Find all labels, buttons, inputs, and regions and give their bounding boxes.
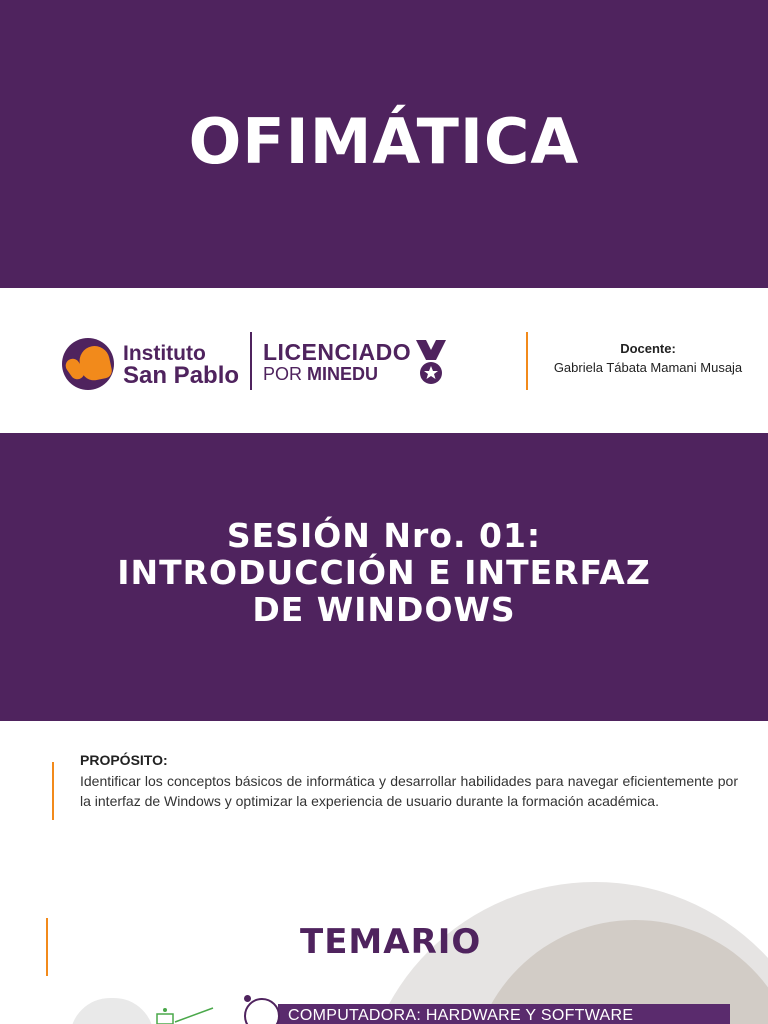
- computer-icon: [155, 1004, 215, 1024]
- institute-name-line2: San Pablo: [123, 362, 240, 389]
- licensed-label: LICENCIADO: [263, 339, 412, 365]
- syllabus-title: TEMARIO: [300, 922, 482, 962]
- syllabus-accent-bar: [46, 918, 48, 976]
- institute-name-line1: Instituto: [123, 342, 206, 365]
- institute-logo-icon: [62, 338, 114, 390]
- licensed-por: POR: [263, 364, 303, 384]
- divider-orange: [526, 332, 528, 390]
- syllabus-item-dot: [244, 995, 251, 1002]
- purpose-text: Identificar los conceptos básicos de informática y desarrollar habilidades para navegar eficientemente por la interfaz de Windows y optimizar la experiencia de usuario durante la formación académica.: [80, 773, 738, 809]
- teacher-label: Docente:: [620, 341, 676, 356]
- teacher-name: Gabriela Tábata Mamani Musaja: [553, 360, 743, 375]
- purpose-label: PROPÓSITO:: [80, 752, 168, 768]
- syllabus-item-marker: [244, 998, 280, 1024]
- medal-icon: [414, 340, 448, 386]
- session-title-line3: DE WINDOWS: [252, 590, 516, 629]
- purpose-accent-bar: [52, 762, 54, 820]
- institution-row: [0, 288, 768, 433]
- session-title: [0, 517, 768, 628]
- syllabus-item-label: COMPUTADORA: HARDWARE Y SOFTWARE: [288, 1007, 634, 1024]
- licensed-by-label: [263, 364, 378, 385]
- computer-illustration: [70, 998, 154, 1024]
- session-title-line1: SESIÓN Nro. 01:: [226, 516, 542, 555]
- page-title: OFIMÁTICA: [188, 105, 580, 178]
- licensed-minedu: MINEDU: [307, 364, 379, 384]
- divider: [250, 332, 252, 390]
- session-title-line2: INTRODUCCIÓN E INTERFAZ: [117, 553, 651, 592]
